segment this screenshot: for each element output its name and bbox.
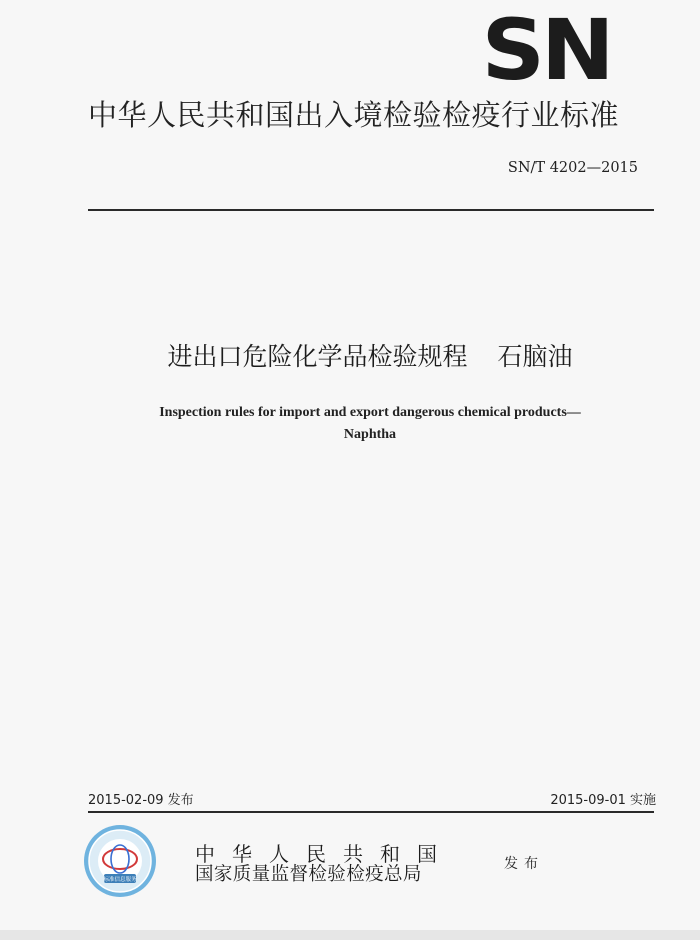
english-title (0, 402, 700, 446)
seal-label: 标准信息服务 (103, 877, 137, 883)
issuer-line1: 中华人民共和国 (195, 842, 454, 866)
english-title-line2: Naphtha (343, 427, 397, 442)
page-edge (0, 930, 700, 940)
issue-date: 2015-02-09 发布 (88, 793, 194, 808)
standard-number: SN/T 4202—2015 (507, 160, 638, 176)
issuer-line2: 国家质量监督检验检疫总局 (195, 864, 422, 885)
issue-label: 发布 (504, 856, 544, 872)
implementation-date: 2015-09-01 实施 (550, 793, 656, 808)
industry-standard-heading: 中华人民共和国出入境检验检疫行业标准 (88, 98, 620, 132)
chinese-title (0, 340, 700, 374)
top-divider (88, 209, 654, 211)
chinese-title-sub: 石脑油 (497, 342, 573, 371)
sn-logo: SN (481, 1, 611, 99)
standards-seal-icon (82, 823, 158, 899)
chinese-title-main: 进出口危险化学品检验规程 (167, 342, 468, 371)
english-title-line1: Inspection rules for import and export dangerous chemical products— (159, 405, 581, 420)
bottom-divider (88, 811, 654, 813)
